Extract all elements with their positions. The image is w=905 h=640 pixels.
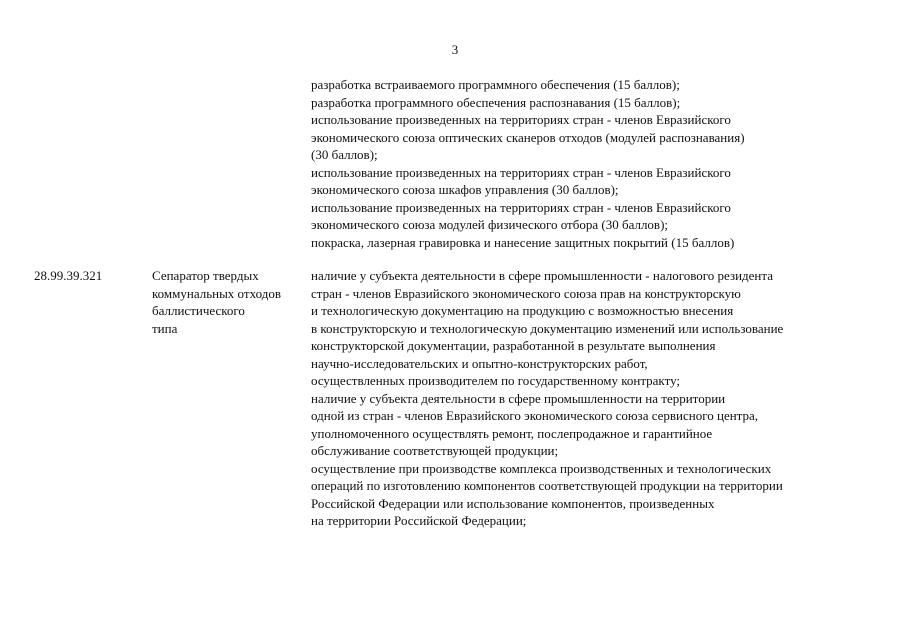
- requirement-line: наличие у субъекта деятельности в сфере промышленности - налогового резидента: [311, 268, 773, 283]
- continued-line: использование произведенных на территориях стран - членов Евразийского: [311, 199, 731, 215]
- continued-line: разработка программного обеспечения распознавания (15 баллов);: [311, 94, 681, 110]
- product-code: 28.99.39.321: [34, 268, 103, 283]
- requirement-line: осуществленных производителем по государственному контракту;: [311, 373, 681, 388]
- requirement-line: осуществление при производстве комплекса производственных и технологических: [311, 460, 772, 476]
- continued-line: (30 баллов);: [311, 147, 378, 162]
- requirement-line: стран - членов Евразийского экономического союза прав на конструкторскую: [311, 285, 741, 301]
- requirement-line: в конструкторскую и технологическую документацию изменений или использование: [311, 320, 784, 336]
- continued-requirements: [311, 76, 886, 251]
- requirement-line: конструкторской документации, разработанной в результате выполнения: [311, 338, 716, 353]
- requirement-line: научно-исследовательских и опытно-конструкторских работ,: [311, 355, 648, 371]
- requirement-line: одной из стран - членов Евразийского экономического союза сервисного центра,: [311, 408, 759, 423]
- product-name-line: баллистического: [152, 303, 245, 318]
- requirement-line: Российской Федерации или использование компонентов, произведенных: [311, 495, 715, 511]
- continued-line: покраска, лазерная гравировка и нанесение защитных покрытий (15 баллов): [311, 234, 735, 250]
- product-name-line: коммунальных отходов: [152, 285, 281, 301]
- requirement-line: уполномоченного осуществлять ремонт, послепродажное и гарантийное: [311, 425, 713, 441]
- page-number: 3: [451, 42, 459, 57]
- continued-line: использование произведенных на территориях стран - членов Евразийского: [311, 164, 731, 180]
- requirement-line: и технологическую документацию на продукцию с возможностью внесения: [311, 303, 734, 318]
- requirement-line: наличие у субъекта деятельности в сфере промышленности на территории: [311, 390, 726, 406]
- continued-line: экономического союза оптических сканеров отходов (модулей распознавания): [311, 129, 745, 145]
- product-name-line: типа: [152, 320, 178, 336]
- continued-line: экономического союза шкафов управления (30 баллов);: [311, 182, 619, 197]
- product-name: [152, 267, 310, 337]
- requirement-line: обслуживание соответствующей продукции;: [311, 443, 559, 458]
- product-name-line: Сепаратор твердых: [152, 268, 259, 283]
- product-requirements: [311, 267, 886, 530]
- continued-line: разработка встраиваемого программного обеспечения (15 баллов);: [311, 77, 680, 92]
- requirement-line: на территории Российской Федерации;: [311, 513, 527, 528]
- continued-line: экономического союза модулей физического отбора (30 баллов);: [311, 217, 669, 232]
- requirement-line: операций по изготовлению компонентов соответствующей продукции на территории: [311, 478, 783, 493]
- continued-line: использование произведенных на территориях стран - членов Евразийского: [311, 112, 731, 127]
